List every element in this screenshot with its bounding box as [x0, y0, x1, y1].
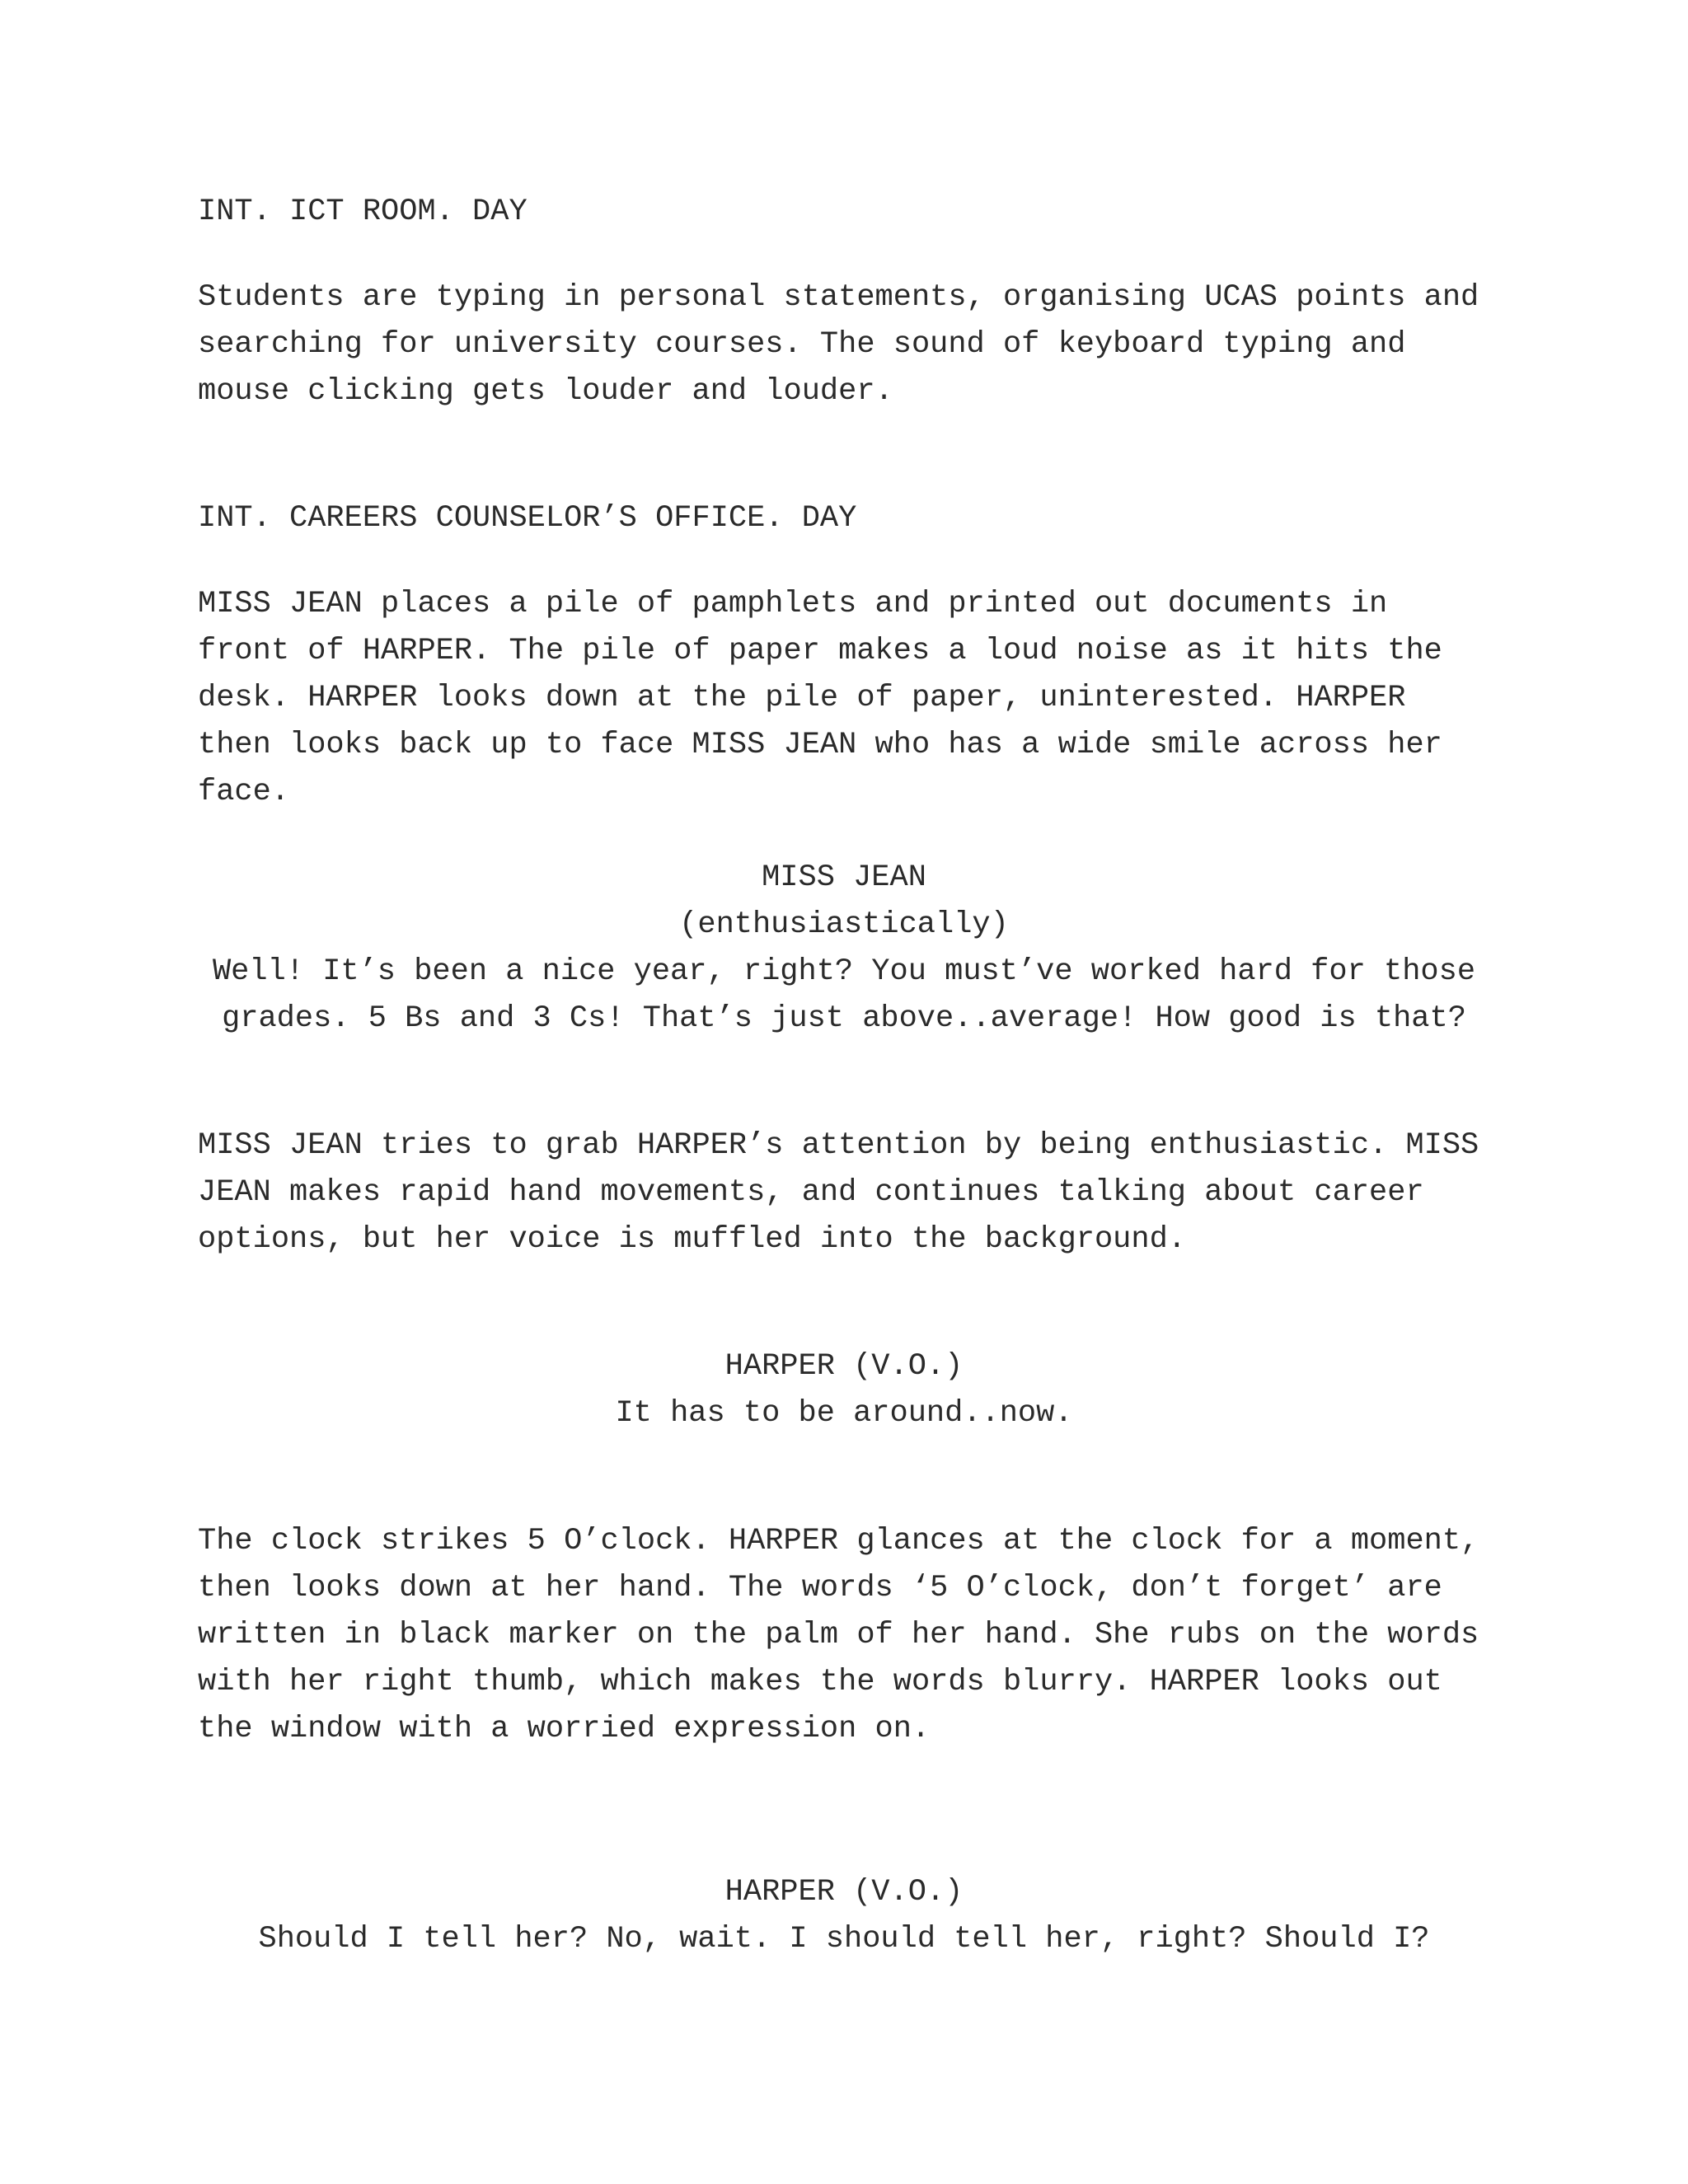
action-line: written in black marker on the palm of her hand. She rubs on the words [198, 1618, 1479, 1652]
scene-heading: INT. ICT ROOM. DAY [198, 194, 528, 229]
action-line: The clock strikes 5 O’clock. HARPER glances at the clock for a moment, [198, 1524, 1479, 1558]
action-line: then looks down at her hand. The words ‘5 O’clock, don’t forget’ are [198, 1571, 1442, 1605]
action-line: front of HARPER. The pile of paper makes a loud noise as it hits the [198, 634, 1442, 668]
parenthetical: (enthusiastically) [679, 907, 1009, 942]
dialogue-line: It has to be around..now. [615, 1396, 1073, 1431]
scene-heading: INT. CAREERS COUNSELOR’S OFFICE. DAY [198, 501, 857, 536]
action-line: mouse clicking gets louder and louder. [198, 374, 893, 409]
action-line: MISS JEAN places a pile of pamphlets and printed out documents in [198, 587, 1388, 621]
action-line: MISS JEAN tries to grab HARPER’s attention by being enthusiastic. MISS [198, 1128, 1479, 1163]
action-line: Students are typing in personal statements, organising UCAS points and [198, 280, 1479, 315]
action-line: the window with a worried expression on. [198, 1712, 931, 1746]
action-line: searching for university courses. The sound of keyboard typing and [198, 327, 1406, 362]
action-line: then looks back up to face MISS JEAN who has a wide smile across her [198, 728, 1442, 762]
dialogue-line: Well! It’s been a nice year, right? You must’ve worked hard for those [212, 954, 1476, 989]
action-line: JEAN makes rapid hand movements, and continues talking about career [198, 1175, 1424, 1210]
character-name: HARPER (V.O.) [724, 1875, 964, 1910]
dialogue-line: grades. 5 Bs and 3 Cs! That’s just above..average! How good is that? [222, 1001, 1466, 1036]
action-line: with her right thumb, which makes the words blurry. HARPER looks out [198, 1665, 1442, 1699]
character-name: MISS JEAN [762, 860, 926, 895]
action-line: options, but her voice is muffled into the background. [198, 1222, 1186, 1257]
dialogue-line: Should I tell her? No, wait. I should tell her, right? Should I? [258, 1922, 1430, 1957]
action-line: desk. HARPER looks down at the pile of paper, uninterested. HARPER [198, 681, 1406, 715]
character-name: HARPER (V.O.) [724, 1349, 964, 1384]
action-line: face. [198, 775, 290, 809]
